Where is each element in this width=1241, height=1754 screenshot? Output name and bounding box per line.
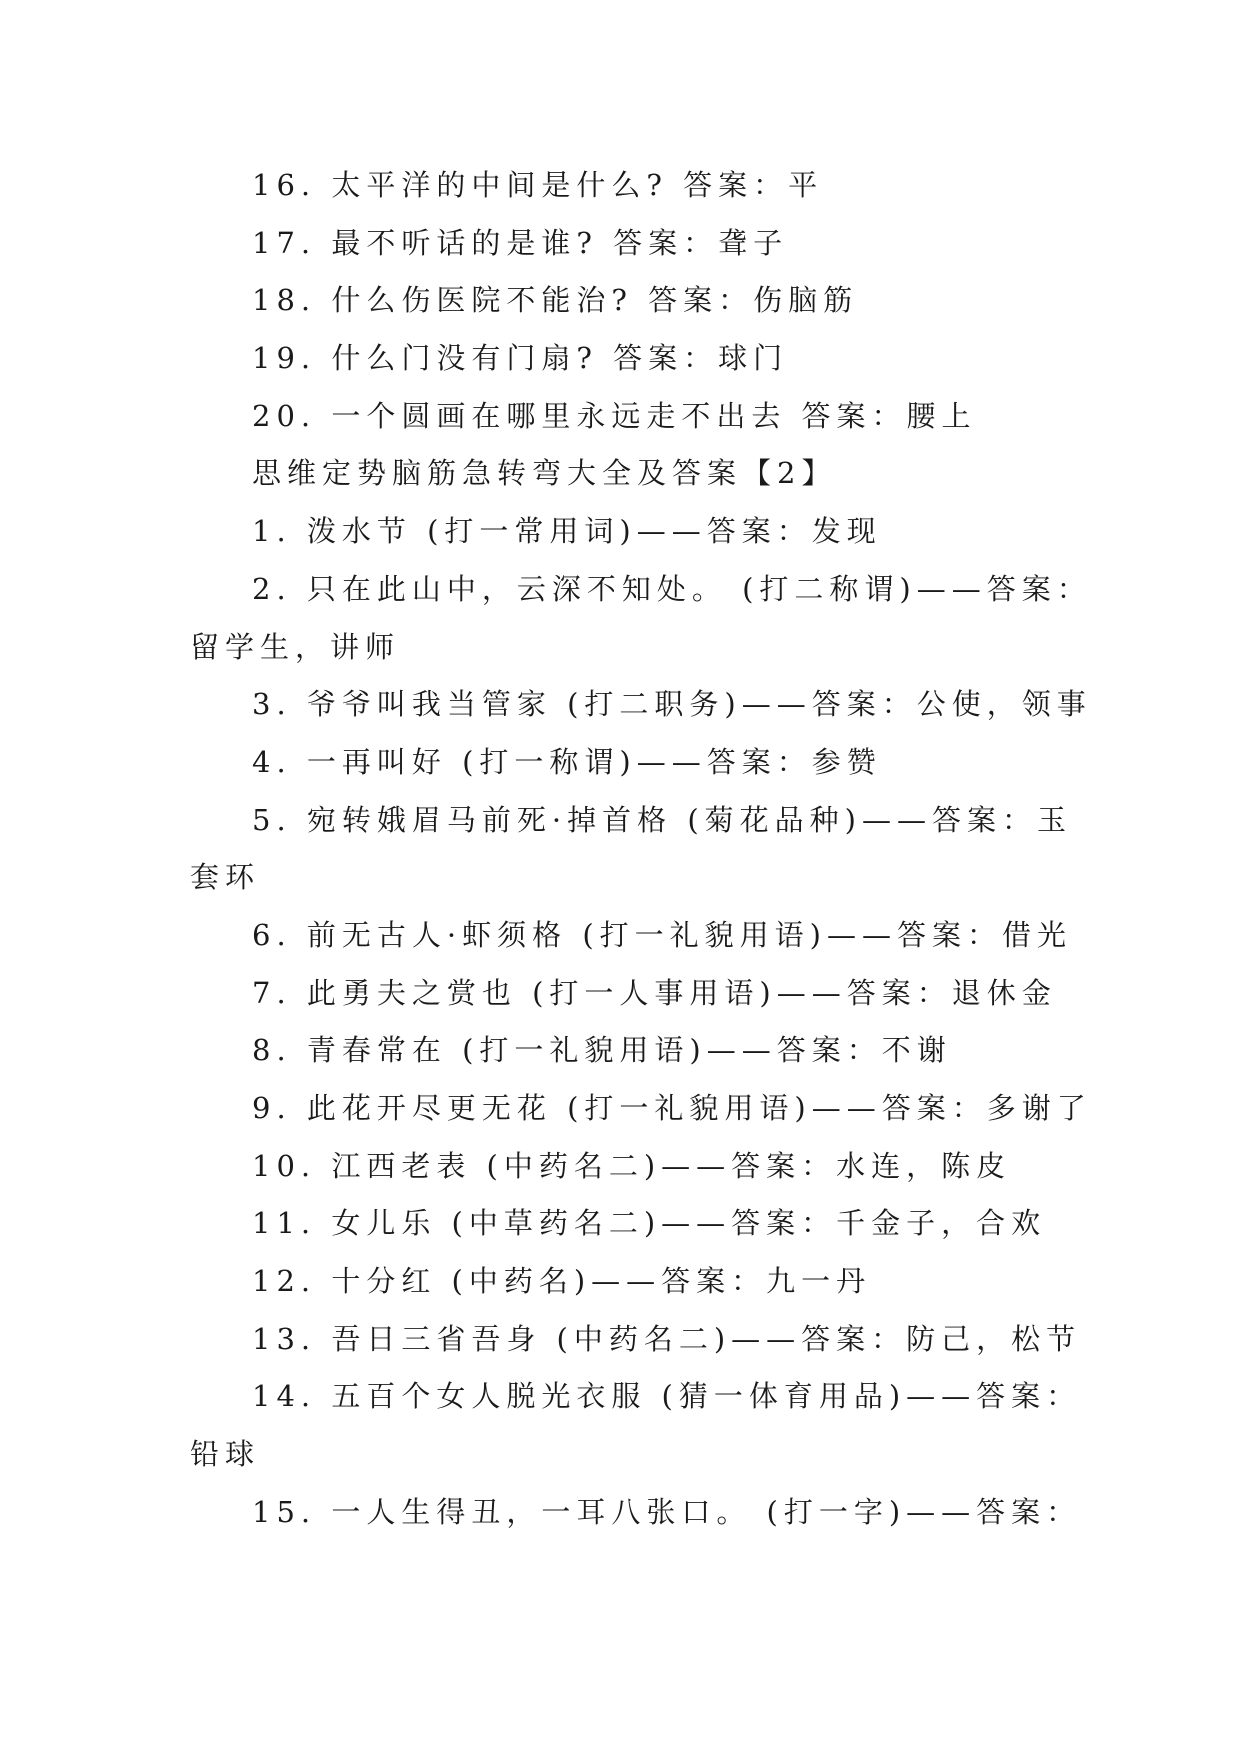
- text-line: 9. 此花开尽更无花 (打一礼貌用语)——答案：多谢了: [252, 1091, 1092, 1125]
- text-line: 19. 什么门没有门扇? 答案：球门: [252, 341, 789, 376]
- text-line-continuation: 套环: [190, 860, 261, 895]
- text-line: 13. 吾日三省吾身 (中药名二)——答案：防己，松节: [252, 1321, 1082, 1356]
- text-line: 8. 青春常在 (打一礼貌用语)——答案：不谢: [252, 1033, 952, 1068]
- text-line: 18. 什么伤医院不能治? 答案：伤脑筋: [252, 283, 859, 318]
- text-line: 7. 此勇夫之赏也 (打一人事用语)——答案：退休金: [252, 975, 1057, 1010]
- text-line: 11. 女儿乐 (中草药名二)——答案：千金子，合欢: [252, 1206, 1047, 1241]
- text-line: 2. 只在此山中，云深不知处。 (打二称谓)——答案：: [252, 571, 1092, 606]
- text-line: 12. 十分红 (中药名)——答案：九一丹: [252, 1264, 872, 1299]
- text-line: 5. 宛转娥眉马前死·掉首格 (菊花品种)——答案：玉: [252, 802, 1072, 837]
- text-line: 15. 一人生得丑，一耳八张口。 (打一字)——答案：: [252, 1494, 1082, 1529]
- text-line: 20. 一个圆画在哪里永远走不出去 答案：腰上: [252, 398, 977, 433]
- text-line-continuation: 铅球: [190, 1437, 261, 1472]
- text-line: 3. 爷爷叫我当管家 (打二职务)——答案：公使，领事: [252, 687, 1092, 722]
- text-line: 思维定势脑筋急转弯大全及答案【2】: [252, 456, 837, 491]
- text-line: 1. 泼水节 (打一常用词)——答案：发现: [252, 514, 882, 549]
- text-line: 6. 前无古人·虾须格 (打一礼貌用语)——答案：借光: [252, 917, 1072, 952]
- text-line: 17. 最不听话的是谁? 答案：聋子: [252, 225, 789, 260]
- text-line: 4. 一再叫好 (打一称谓)——答案：参赞: [252, 744, 882, 779]
- document-body: [190, 157, 1092, 1542]
- text-line: 16. 太平洋的中间是什么? 答案：平: [252, 168, 824, 202]
- text-line-continuation: 留学生，讲师: [190, 629, 401, 664]
- text-line: 14. 五百个女人脱光衣服 (猜一体育用品)——答案：: [252, 1379, 1082, 1414]
- text-line: 10. 江西老表 (中药名二)——答案：水连，陈皮: [252, 1148, 1012, 1183]
